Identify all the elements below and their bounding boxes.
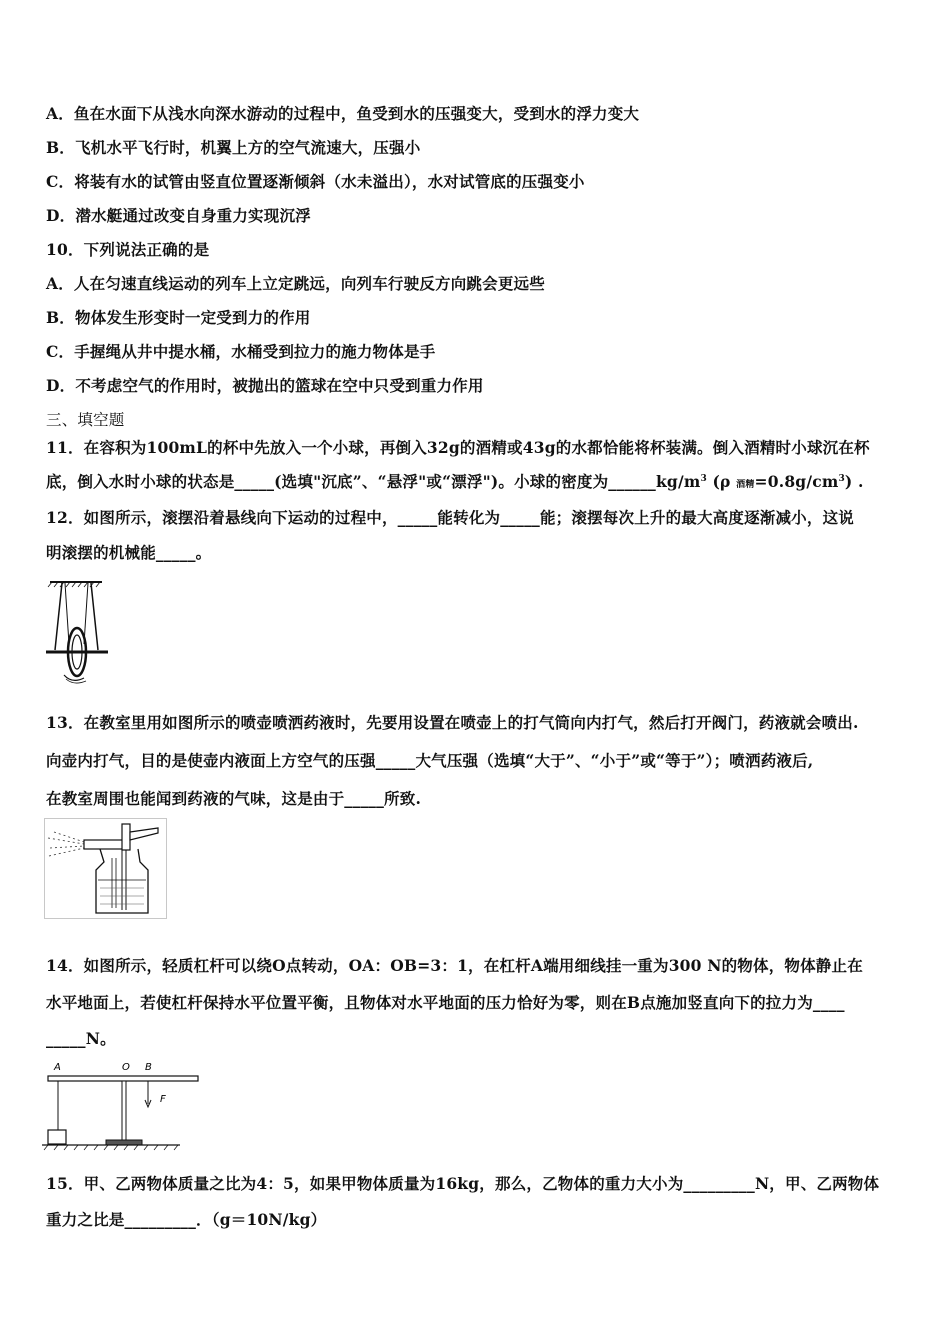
q9-option-c: C．将装有水的试管由竖直位置逐渐倾斜（水未溢出），水对试管底的压强变小 bbox=[46, 172, 585, 191]
q14-line2: 水平地面上，若使杠杆保持水平位置平衡，且物体对水平地面的压力恰好为零，则在B点施加竖直向下的拉力为____ bbox=[46, 993, 845, 1012]
q9-option-d: D．潜水艇通过改变自身重力实现沉浮 bbox=[46, 206, 311, 225]
q10-option-d: D．不考虑空气的作用时，被抛出的篮球在空中只受到重力作用 bbox=[46, 376, 484, 395]
spray-bottle-figure bbox=[44, 818, 168, 920]
q10-option-a: A．人在匀速直线运动的列车上立定跳远，向列车行驶反方向跳会更远些 bbox=[46, 274, 545, 293]
q11-sup: 3 bbox=[700, 473, 707, 484]
lever-label-a: A bbox=[54, 1062, 61, 1073]
q15-line1: 15．甲、乙两物体质量之比为4：5，如果甲物体质量为16kg，那么，乙物体的重力大小为_________N，甲、乙两物体 bbox=[46, 1174, 880, 1193]
q15-line2: 重力之比是_________．（g＝10N/kg） bbox=[46, 1210, 327, 1229]
q14-line1: 14．如图所示，轻质杠杆可以绕O点转动，OA：OB=3：1，在杠杆A端用细线挂一重为300 N的物体，物体静止在 bbox=[46, 956, 863, 975]
q11-line2-b: (ρ bbox=[706, 472, 737, 491]
lever-label-f: F bbox=[160, 1094, 166, 1105]
q10-option-c: C．手握绳从井中提水桶，水桶受到拉力的施力物体是手 bbox=[46, 342, 436, 361]
q11-line2-c: =0.8g/cm bbox=[754, 472, 839, 491]
q14-line3: _____N。 bbox=[46, 1029, 116, 1048]
q9-option-b: B．飞机水平飞行时，机翼上方的空气流速大，压强小 bbox=[46, 138, 421, 157]
section-heading: 三、填空题 bbox=[46, 411, 125, 429]
lever-figure bbox=[40, 1058, 204, 1154]
q12-line2: 明滚摆的机械能_____。 bbox=[46, 543, 212, 562]
lever-label-o: O bbox=[122, 1062, 130, 1073]
q11-sub: 酒精 bbox=[736, 480, 755, 490]
q10-option-b: B．物体发生形变时一定受到力的作用 bbox=[46, 308, 311, 327]
maxwell-wheel-figure bbox=[42, 580, 114, 686]
q11-line1: 11．在容积为100mL的杯中先放入一个小球，再倒入32g的酒精或43g的水都恰能将杯装满。倒入酒精时小球沉在杯 bbox=[46, 438, 870, 457]
q11-line2-d: ) . bbox=[844, 472, 864, 491]
q9-option-a: A．鱼在水面下从浅水向深水游动的过程中，鱼受到水的压强变大，受到水的浮力变大 bbox=[46, 104, 640, 123]
q13-line1: 13．在教室里用如图所示的喷壶喷洒药液时，先要用设置在喷壶上的打气筒向内打气，然后打开阀门，药液就会喷出. bbox=[46, 713, 859, 732]
q11-line2 bbox=[46, 470, 864, 492]
q11-sup2: 3 bbox=[838, 473, 845, 484]
q11-line2-a: 底，倒入水时小球的状态是_____(选填"沉底”、“悬浮"或“漂浮")。小球的密度为______kg/m bbox=[46, 472, 701, 491]
q13-line2: 向壶内打气，目的是使壶内液面上方空气的压强_____大气压强（选填“大于”、“小于”或“等于”）；喷洒药液后, bbox=[46, 751, 814, 770]
q12-line1: 12．如图所示，滚摆沿着悬线向下运动的过程中，_____能转化为_____能；滚摆每次上升的最大高度逐渐减小，这说 bbox=[46, 508, 854, 527]
q10-stem: 10．下列说法正确的是 bbox=[46, 240, 210, 259]
q13-line3: 在教室周围也能闻到药液的气味，这是由于_____所致. bbox=[46, 789, 422, 808]
lever-label-b: B bbox=[145, 1062, 152, 1073]
